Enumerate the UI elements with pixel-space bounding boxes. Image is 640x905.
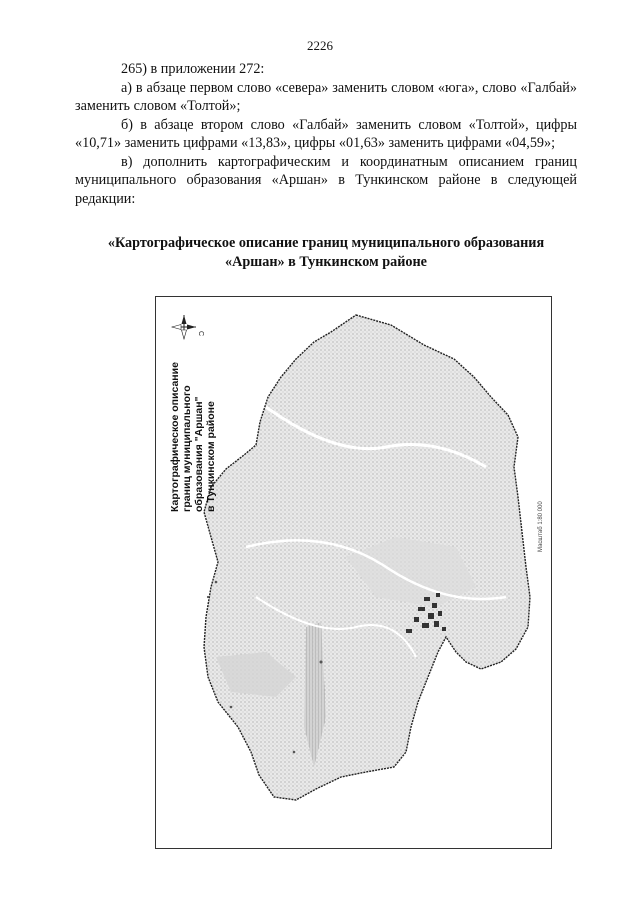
heading-line-1: «Картографическое описание границ муниципального образования xyxy=(107,235,545,251)
map-title xyxy=(169,359,217,512)
amendment-text xyxy=(75,60,577,208)
heading-line-2: «Аршан» в Тункинском районе xyxy=(225,254,427,270)
section-heading xyxy=(75,234,577,272)
map-title-line: образования "Аршан" xyxy=(193,396,205,512)
compass-label: С xyxy=(197,331,204,337)
paragraph: 265) в приложении 272: xyxy=(121,61,265,77)
map-canvas xyxy=(156,297,553,850)
page-number: 2226 xyxy=(307,38,333,53)
paragraph: а) в абзаце первом слово «севера» заменить словом «юга», слово «Галбай» заменить словом «Толтой»; xyxy=(75,79,577,114)
boundary-map xyxy=(155,296,552,849)
paragraph: б) в абзаце втором слово «Галбай» заменить словом «Толтой», цифры «10,71» заменить цифрами «13,83», цифры «01,63» заменить цифрами «04,59»; xyxy=(75,116,577,151)
scale-stamp: Масштаб 1:80 000 xyxy=(538,501,544,552)
map-title-line: в Тункинском районе xyxy=(205,401,217,512)
compass-rose-icon xyxy=(172,315,204,339)
map-title-line: границ муниципального xyxy=(181,385,193,512)
paragraph: в) дополнить картографическим и координатным описанием границ муниципального образования «Аршан» в Тункинском районе в следующей редакции: xyxy=(75,153,577,207)
map-title-line: Картографическое описание xyxy=(169,362,181,512)
